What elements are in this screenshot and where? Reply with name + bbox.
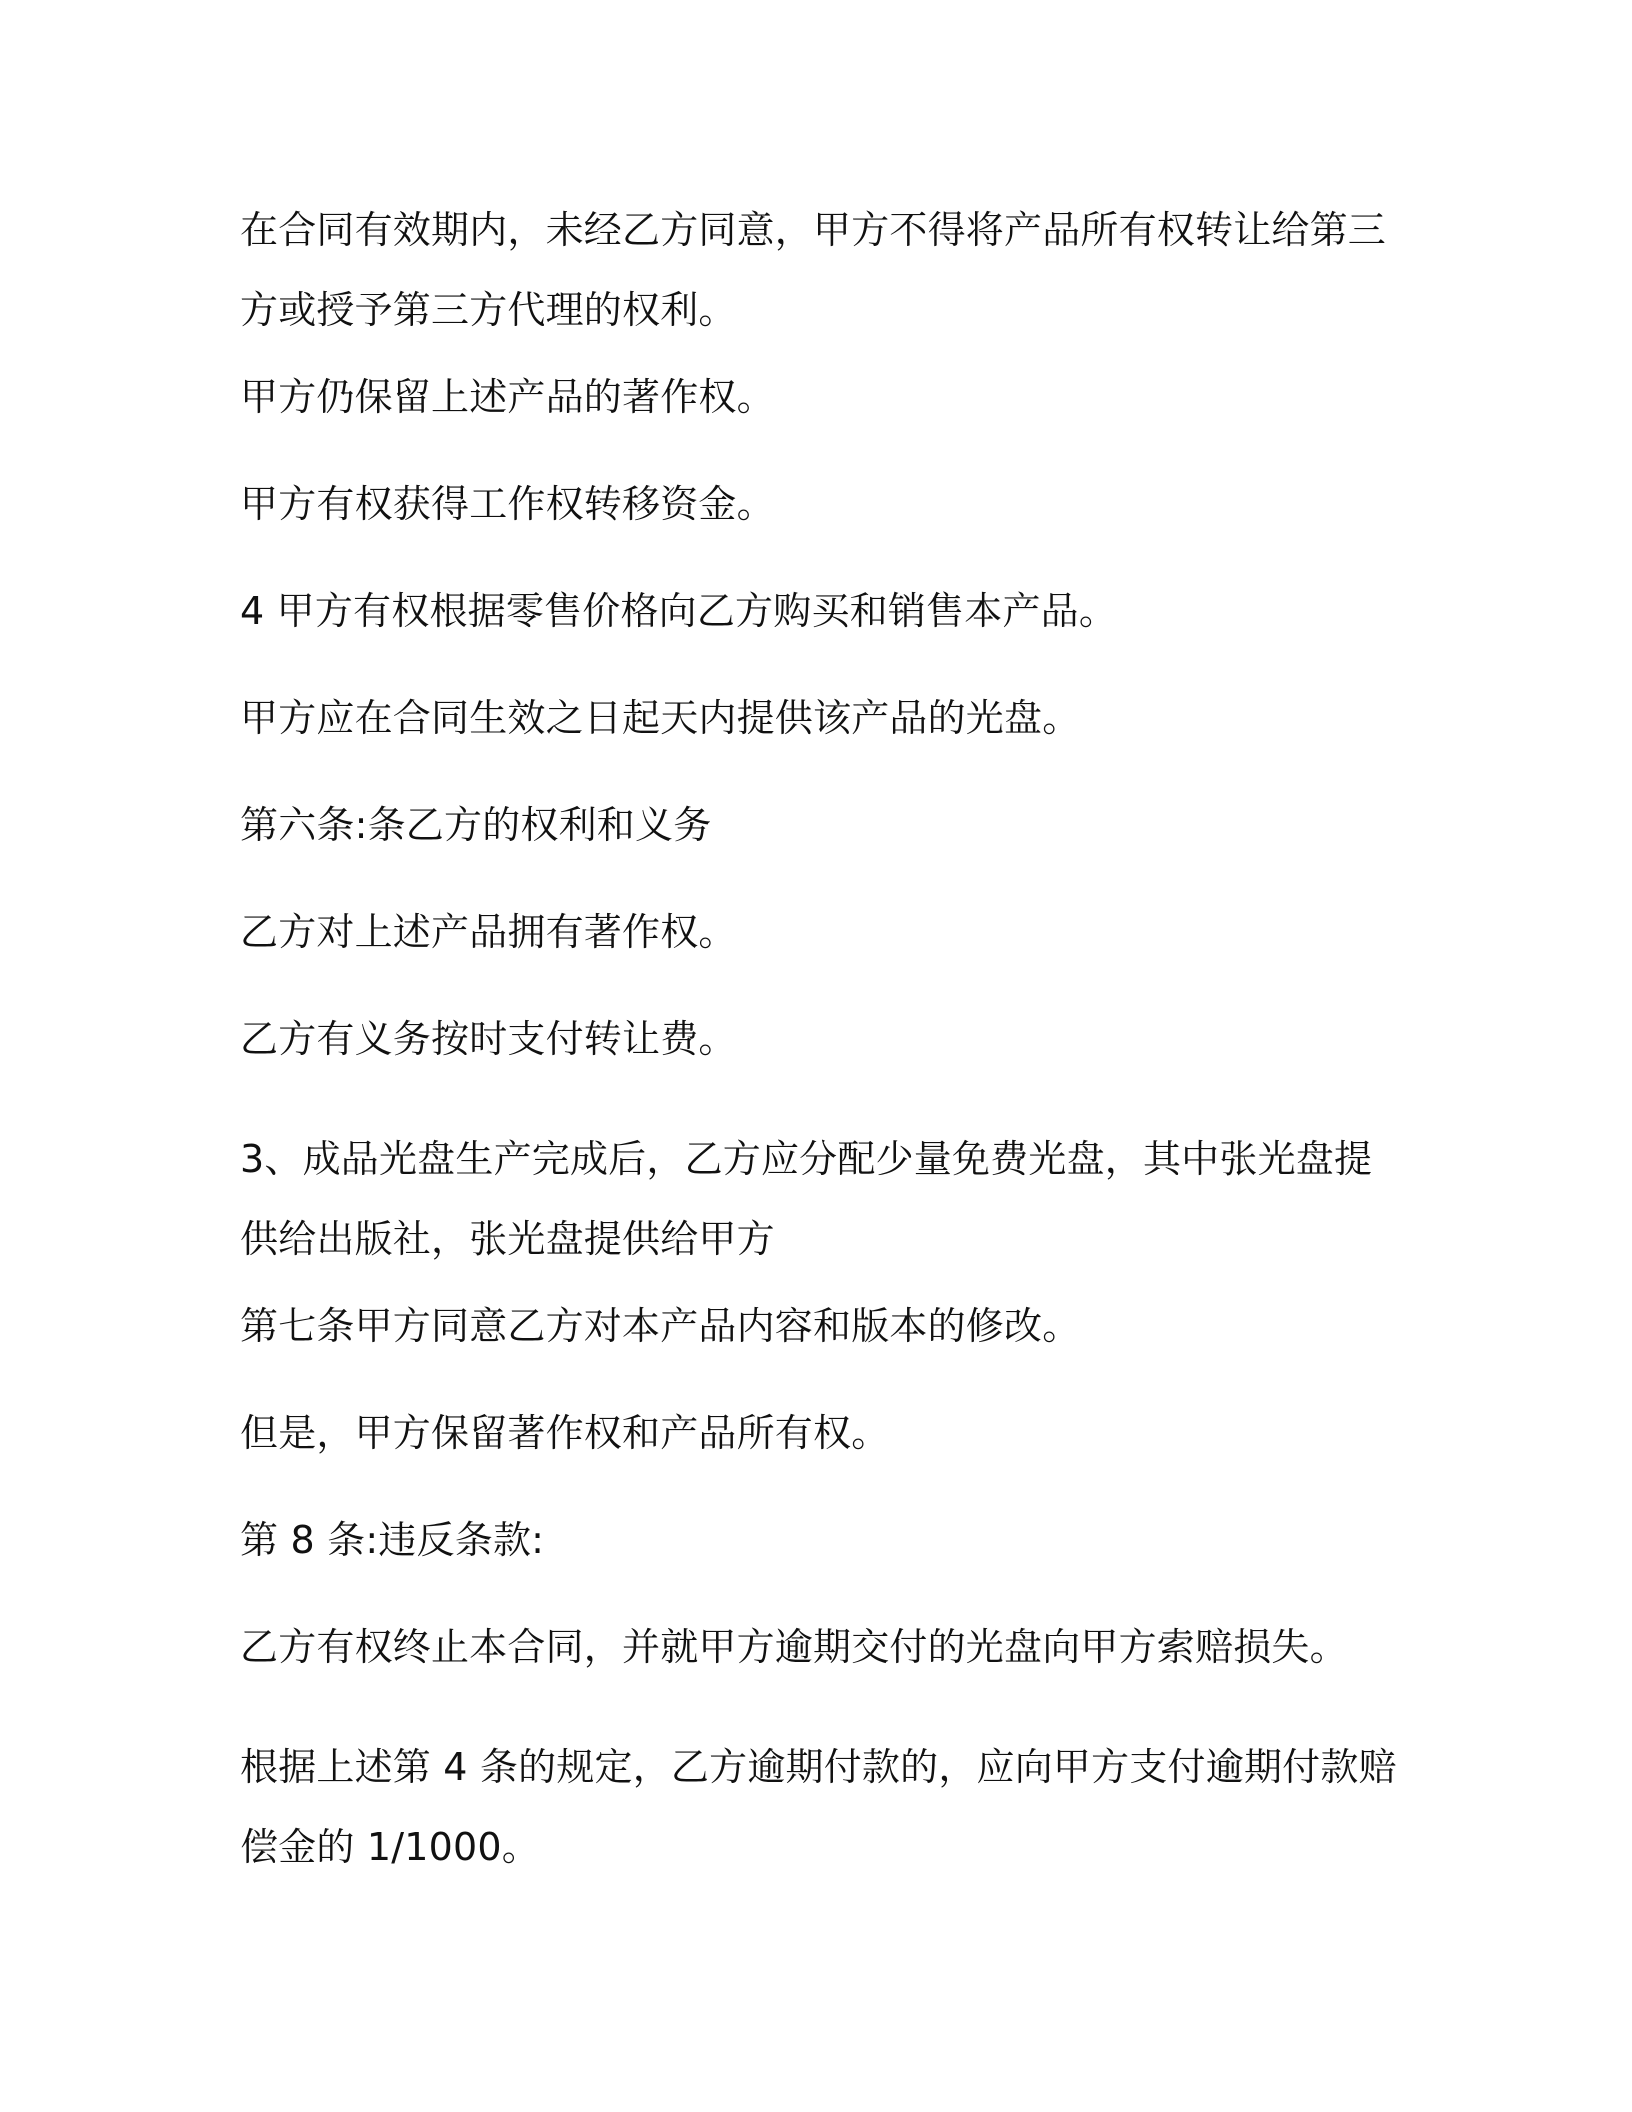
paragraph-6: 乙方对上述产品拥有著作权。 bbox=[240, 910, 737, 954]
paragraph-9: 但是，甲方保留著作权和产品所有权。 bbox=[240, 1411, 890, 1455]
document-body bbox=[240, 190, 1400, 1887]
paragraph-8: 3、成品光盘生产完成后，乙方应分配少量免费光盘，其中张光盘提供给出版社，张光盘提供给甲方 bbox=[240, 1137, 1373, 1261]
paragraph-5: 甲方应在合同生效之日起天内提供该产品的光盘。 bbox=[240, 696, 1081, 740]
paragraph-11: 根据上述第 4 条的规定，乙方逾期付款的，应向甲方支付逾期付款赔偿金的 1/1000。 bbox=[240, 1745, 1397, 1869]
paragraph-1: 在合同有效期内，未经乙方同意，甲方不得将产品所有权转让给第三方或授予第三方代理的权利。 bbox=[240, 208, 1387, 332]
section-heading-article-7: 第七条甲方同意乙方对本产品内容和版本的修改。 bbox=[240, 1304, 1081, 1348]
paragraph-4: 4 甲方有权根据零售价格向乙方购买和销售本产品。 bbox=[240, 589, 1118, 633]
paragraph-2: 甲方仍保留上述产品的著作权。 bbox=[240, 375, 775, 419]
paragraph-3: 甲方有权获得工作权转移资金。 bbox=[240, 482, 775, 526]
paragraph-10: 乙方有权终止本合同，并就甲方逾期交付的光盘向甲方索赔损失。 bbox=[240, 1625, 1348, 1669]
section-heading-article-6: 第六条:条乙方的权利和义务 bbox=[240, 803, 712, 847]
section-heading-article-8: 第 8 条:违反条款: bbox=[240, 1518, 545, 1562]
paragraph-7: 乙方有义务按时支付转让费。 bbox=[240, 1017, 737, 1061]
